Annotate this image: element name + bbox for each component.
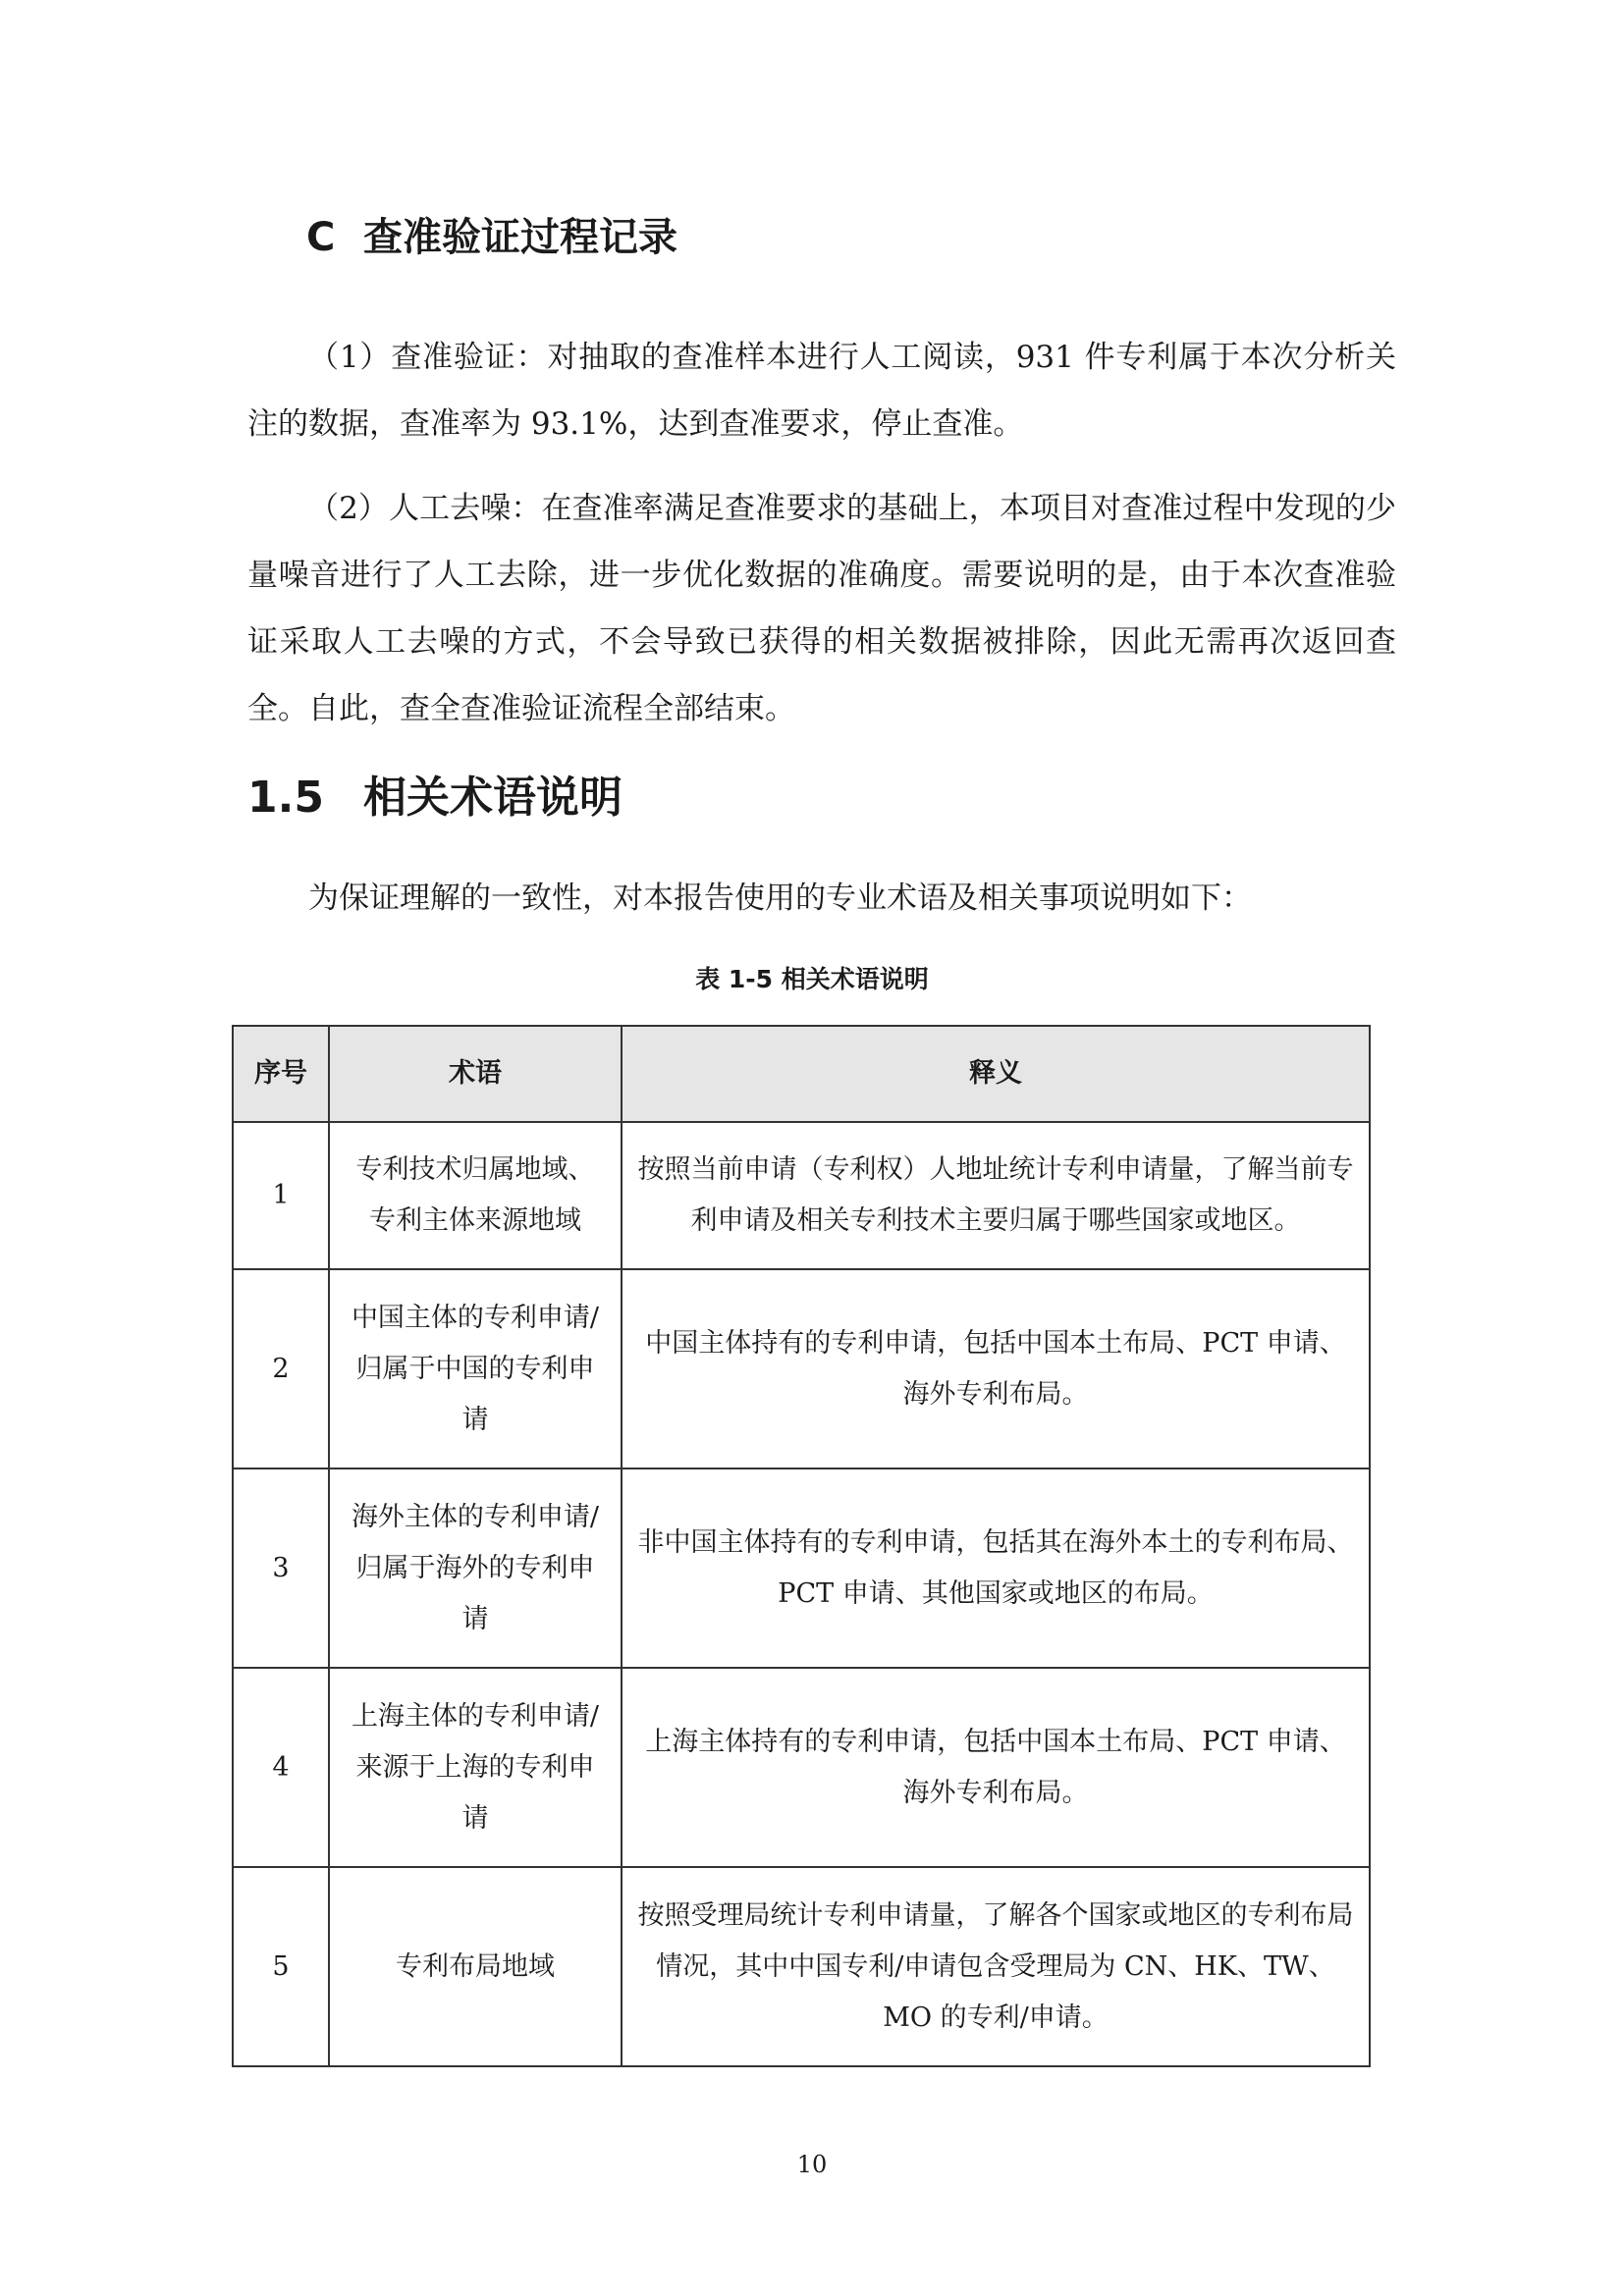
table-header-row <box>233 1026 1370 1122</box>
row-number: 3 <box>233 1468 329 1668</box>
row-definition: 非中国主体持有的专利申请，包括其在海外本土的专利布局、PCT 申请、其他国家或地区的布局。 <box>622 1468 1370 1668</box>
row-number: 5 <box>233 1867 329 2066</box>
row-definition: 中国主体持有的专利申请，包括中国本土布局、PCT 申请、海外专利布局。 <box>622 1269 1370 1468</box>
row-term: 中国主体的专利申请/归属于中国的专利申请 <box>329 1269 622 1468</box>
header-term: 术语 <box>329 1026 622 1122</box>
row-number: 4 <box>233 1668 329 1867</box>
table-row <box>233 1468 1370 1668</box>
section-1-5-number: 1.5 <box>247 773 324 823</box>
section-1-5-title: 相关术语说明 <box>363 773 623 823</box>
row-term: 专利布局地域 <box>329 1867 622 2066</box>
paragraph-manual-denoising: （2）人工去噪：在查准率满足查准要求的基础上，本项目对查准过程中发现的少量噪音进行了人工去除，进一步优化数据的准确度。需要说明的是，由于本次查准验证采取人工去噪的方式，不会导致已获得的相关数据被排除，因此无需再次返回查全。自此，查全查准验证流程全部结束。 <box>247 491 1396 726</box>
row-term: 专利技术归属地域、专利主体来源地域 <box>329 1122 622 1269</box>
paragraph-precision-verification: （1）查准验证：对抽取的查准样本进行人工阅读，931 件专利属于本次分析关注的数据，查准率为 93.1%，达到查准要求，停止查准。 <box>247 340 1396 442</box>
terms-intro: 为保证理解的一致性，对本报告使用的专业术语及相关事项说明如下： <box>308 881 1252 916</box>
row-term: 海外主体的专利申请/归属于海外的专利申请 <box>329 1468 622 1668</box>
row-term: 上海主体的专利申请/来源于上海的专利申请 <box>329 1668 622 1867</box>
table-row <box>233 1668 1370 1867</box>
header-definition: 释义 <box>622 1026 1370 1122</box>
table-row <box>233 1867 1370 2066</box>
table-row <box>233 1269 1370 1468</box>
row-definition: 上海主体持有的专利申请，包括中国本土布局、PCT 申请、海外专利布局。 <box>622 1668 1370 1867</box>
section-1-5-heading <box>247 764 623 832</box>
table-caption: 表 1-5 相关术语说明 <box>695 965 929 993</box>
row-definition: 按照当前申请（专利权）人地址统计专利申请量，了解当前专利申请及相关专利技术主要归属于哪些国家或地区。 <box>622 1122 1370 1269</box>
row-number: 2 <box>233 1269 329 1468</box>
page-number: 10 <box>796 2151 828 2178</box>
section-c-heading <box>306 208 677 267</box>
row-definition: 按照受理局统计专利申请量，了解各个国家或地区的专利布局情况，其中中国专利/申请包含受理局为 CN、HK、TW、MO 的专利/申请。 <box>622 1867 1370 2066</box>
table-row <box>233 1122 1370 1269</box>
section-c-title: 查准验证过程记录 <box>363 215 677 260</box>
terms-table <box>232 1025 1371 2067</box>
section-c-marker: C <box>306 215 336 260</box>
header-no: 序号 <box>233 1026 329 1122</box>
row-number: 1 <box>233 1122 329 1269</box>
